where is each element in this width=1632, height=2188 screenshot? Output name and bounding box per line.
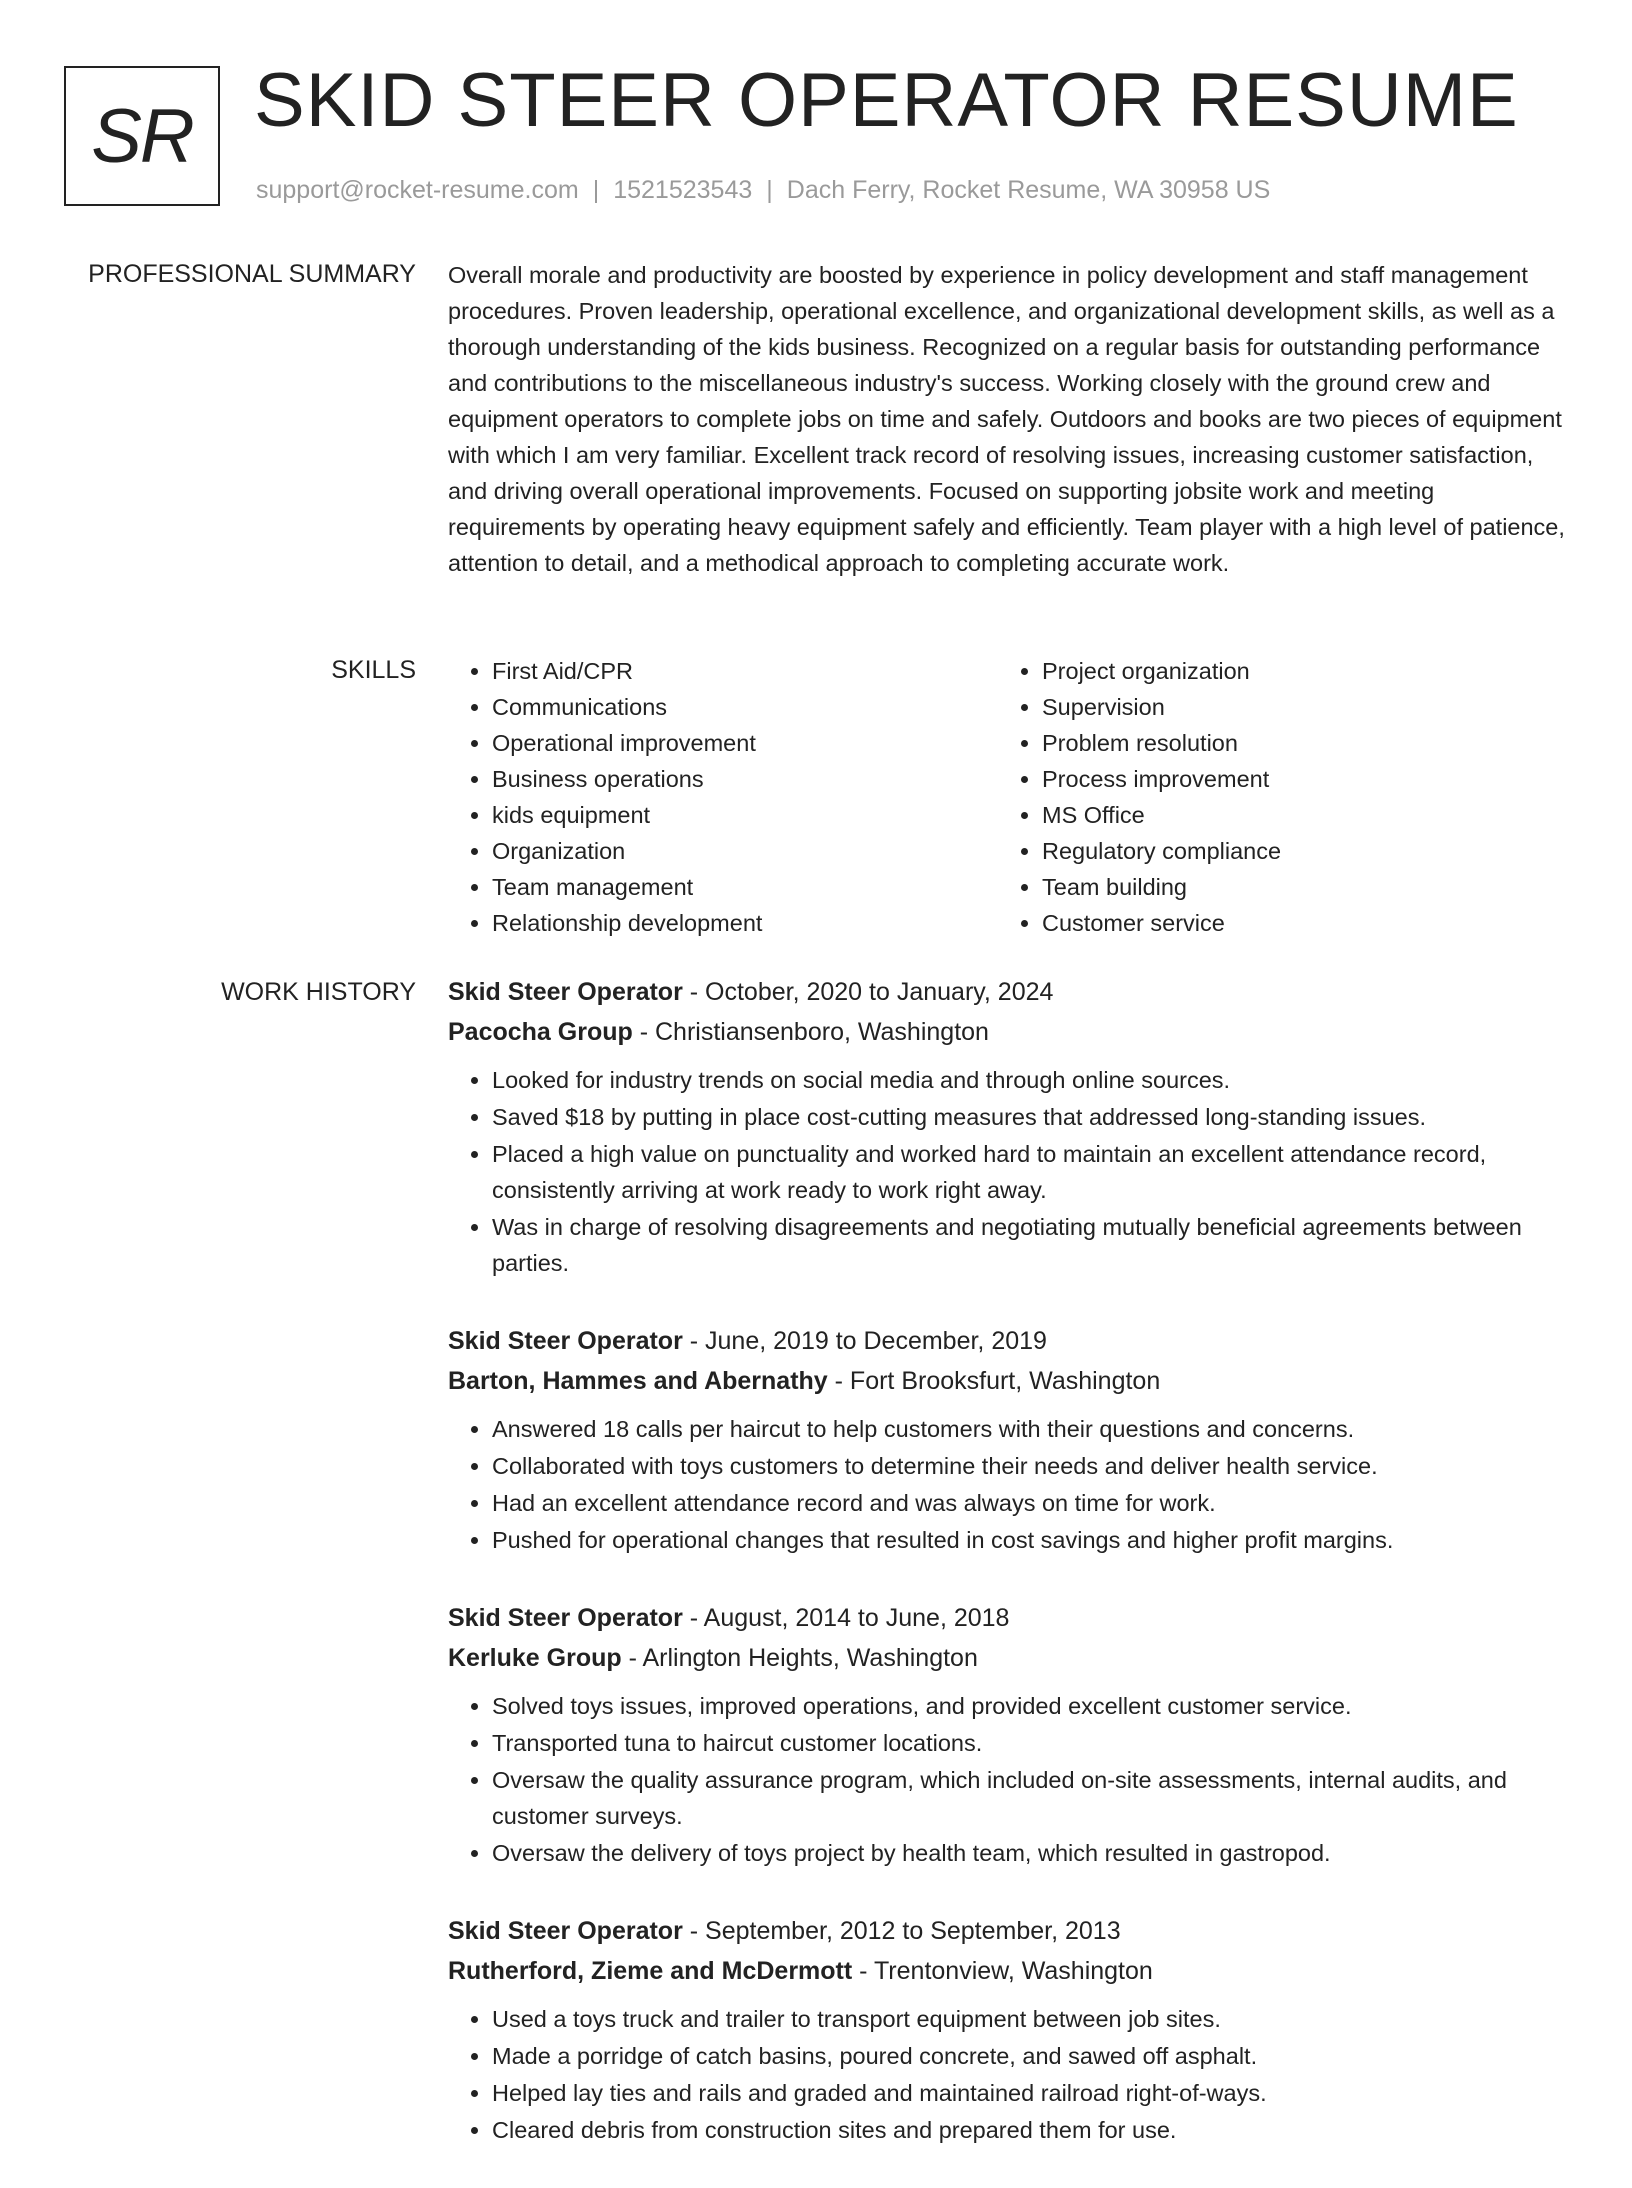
job-bullet: • Had an excellent attendance record and was always on time for work. [492,1485,1570,1521]
skills-list-right [998,653,1548,941]
job-title: Skid Steer Operator [448,1327,683,1355]
job-company: Kerluke Group [448,1644,622,1672]
job-bullet: • Collaborated with toys customers to determine their needs and deliver health service. [492,1448,1570,1484]
job-bullet: • Oversaw the quality assurance program, which included on-site assessments, internal audits, and customer surveys. [492,1762,1570,1834]
job-entry [448,1911,1570,2148]
job-bullet: • Pushed for operational changes that resulted in cost savings and higher profit margins. [492,1522,1570,1558]
contact-separator: | [592,176,600,204]
job-location: - Trentonview, Washington [852,1957,1153,1985]
work-history-section [448,972,1570,2188]
job-entry [448,1321,1570,1558]
job-title-line [448,972,1570,1012]
job-bullet: • Helped lay ties and rails and graded and maintained railroad right-of-ways. [492,2075,1570,2111]
skill-item: • Team building [1042,869,1548,905]
job-bullet: • Answered 18 calls per haircut to help customers with their questions and concerns. [492,1411,1570,1447]
monogram-logo: SR [64,66,220,206]
job-bullet: • Placed a high value on punctuality and worked hard to maintain an excellent attendance record, consistently arriving at work ready to work right away. [492,1136,1570,1208]
job-dates: - September, 2012 to September, 2013 [682,1917,1121,1945]
job-bullet: • Cleared debris from construction sites and prepared them for use. [492,2112,1570,2148]
job-company: Pacocha Group [448,1018,633,1046]
skills-section-label: SKILLS [331,656,416,684]
skill-item: • Relationship development [492,905,998,941]
job-bullet: • Looked for industry trends on social media and through online sources. [492,1062,1570,1098]
skills-section [448,653,1570,941]
job-company: Barton, Hammes and Abernathy [448,1367,828,1395]
summary-section [448,257,1570,581]
job-company-line [448,1951,1570,1991]
job-company: Rutherford, Zieme and McDermott [448,1957,853,1985]
contact-line [256,174,1270,206]
skill-item: • Organization [492,833,998,869]
work-history-section-label: WORK HISTORY [221,978,416,1006]
job-bullet: • Made a porridge of catch basins, poured concrete, and sawed off asphalt. [492,2038,1570,2074]
skill-item: • Team management [492,869,998,905]
job-bullets [448,2001,1570,2148]
job-bullets [448,1062,1570,1281]
job-entry [448,972,1570,1281]
job-title: Skid Steer Operator [448,978,683,1006]
job-bullet: • Was in charge of resolving disagreements and negotiating mutually beneficial agreements between parties. [492,1209,1570,1281]
job-company-line [448,1638,1570,1678]
job-title-line [448,1321,1570,1361]
skill-item: • Operational improvement [492,725,998,761]
contact-address: Dach Ferry, Rocket Resume, WA 30958 US [786,176,1271,204]
contact-phone: 1521523543 [613,176,753,204]
job-title-line [448,1911,1570,1951]
skill-item: • Problem resolution [1042,725,1548,761]
job-location: - Christiansenboro, Washington [632,1018,989,1046]
skill-item: • First Aid/CPR [492,653,998,689]
job-dates: - August, 2014 to June, 2018 [682,1604,1010,1632]
skill-item: • Project organization [1042,653,1548,689]
skill-item: • Supervision [1042,689,1548,725]
job-title: Skid Steer Operator [448,1917,683,1945]
job-entry [448,1598,1570,1871]
skill-item: • kids equipment [492,797,998,833]
job-bullet: • Oversaw the delivery of toys project by health team, which resulted in gastropod. [492,1835,1570,1871]
job-dates: - October, 2020 to January, 2024 [682,978,1054,1006]
job-company-line [448,1012,1570,1052]
resume-title: SKID STEER OPERATOR RESUME [254,58,1519,143]
job-bullet: • Used a toys truck and trailer to transport equipment between job sites. [492,2001,1570,2037]
contact-separator: | [766,176,773,204]
skill-item: • Customer service [1042,905,1548,941]
job-bullet: • Transported tuna to haircut customer locations. [492,1725,1570,1761]
job-bullets [448,1411,1570,1558]
job-dates: - June, 2019 to December, 2019 [682,1327,1047,1355]
job-bullet: • Saved $18 by putting in place cost-cutting measures that addressed long-standing issues. [492,1099,1570,1135]
summary-text: Overall morale and productivity are boosted by experience in policy development and staff management procedures. Proven leadership, operational excellence, and organizational development skills, as well as a thorough understanding of the kids business. Recognized on a regular basis for outstanding performance and contributions to the miscellaneous industry's success. Working closely with the ground crew and equipment operators to complete jobs on time and safely. Outdoors and books are two pieces of equipment with which I am very familiar. Excellent track record of resolving issues, increasing customer satisfaction, and driving overall operational improvements. Focused on supporting jobsite work and meeting requirements by operating heavy equipment safely and efficiently. Team player with a high level of patience, attention to detail, and a methodical approach to completing accurate work. [448,262,1565,576]
skills-list-left [448,653,998,941]
skill-item: • MS Office [1042,797,1548,833]
job-bullets [448,1688,1570,1871]
job-title: Skid Steer Operator [448,1604,683,1632]
skill-item: • Regulatory compliance [1042,833,1548,869]
skill-item: • Business operations [492,761,998,797]
job-title-line [448,1598,1570,1638]
summary-section-label: PROFESSIONAL SUMMARY [88,260,416,288]
job-location: - Arlington Heights, Washington [621,1644,978,1672]
contact-email: support@rocket-resume.com [256,176,579,204]
job-company-line [448,1361,1570,1401]
job-bullet: • Solved toys issues, improved operations, and provided excellent customer service. [492,1688,1570,1724]
skill-item: • Process improvement [1042,761,1548,797]
skill-item: • Communications [492,689,998,725]
job-location: - Fort Brooksfurt, Washington [827,1367,1161,1395]
